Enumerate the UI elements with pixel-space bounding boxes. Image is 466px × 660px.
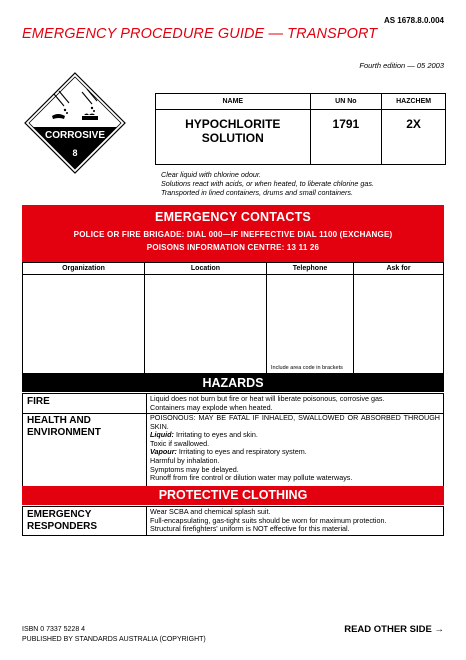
placard-label: CORROSIVE: [44, 130, 106, 141]
corrosive-diamond-icon: [24, 72, 126, 174]
responders-label: [23, 507, 147, 535]
liquid-text: Irritating to eyes and skin.: [173, 430, 258, 440]
product-table: [155, 93, 446, 165]
responders-line: Full-encapsulating, gas-tight suits should be worn for maximum protection.: [150, 515, 387, 525]
description-line: Transported in lined containers, drums and small containers.: [161, 188, 354, 197]
hazchem-code: 2X: [382, 110, 446, 165]
fire-line: Liquid does not burn but fire or heat will liberate poisonous, corrosive gas.: [150, 394, 385, 403]
health-line: Symptoms may be delayed.: [150, 464, 239, 474]
health-environment-row: [22, 413, 444, 487]
emergency-responders-row: [22, 506, 444, 536]
vapour-label: Vapour:: [150, 447, 177, 457]
telephone-note: Include area code in brackets: [271, 364, 343, 371]
contacts-table: [22, 262, 444, 374]
emergency-contacts-banner: [22, 205, 444, 262]
hazchem-header: HAZCHEM: [382, 94, 446, 110]
placard-class-number: 8: [72, 148, 78, 158]
location-cell[interactable]: [145, 275, 267, 373]
ask-for-cell[interactable]: [354, 275, 443, 373]
product-name: [156, 110, 311, 165]
description-line: Clear liquid with chlorine odour.: [161, 170, 262, 179]
health-label-line2: ENVIRONMENT: [27, 427, 101, 438]
police-fire-line: POLICE OR FIRE BRIGADE: DIAL 000—IF INEFFECTIVE DIAL 1100 (EXCHANGE): [73, 230, 393, 239]
product-name-line2: SOLUTION: [201, 131, 264, 145]
description-line: Solutions react with acids, or when heated, to liberate chlorine gas.: [161, 179, 374, 188]
un-number: 1791: [310, 110, 382, 165]
responders-text: [147, 507, 443, 535]
ask-for-header: Ask for: [386, 265, 411, 272]
organization-header: Organization: [23, 263, 145, 274]
responders-label-line1: EMERGENCY: [27, 509, 92, 520]
hazards-heading: HAZARDS: [22, 374, 444, 392]
health-line: Toxic if swallowed.: [150, 438, 210, 448]
fire-row: [22, 393, 444, 414]
poisons-info-line: POISONS INFORMATION CENTRE: 13 11 26: [146, 243, 320, 252]
organization-cell[interactable]: [23, 275, 145, 373]
publisher: PUBLISHED BY STANDARDS AUSTRALIA (COPYRIGHT): [22, 636, 206, 643]
protective-clothing-heading: PROTECTIVE CLOTHING: [22, 486, 444, 505]
health-label-line1: HEALTH AND: [27, 415, 91, 426]
name-header: NAME: [156, 94, 311, 110]
health-line: POISONOUS: MAY BE FATAL IF INHALED, SWALLOWED OR ABSORBED THROUGH SKIN.: [150, 413, 440, 431]
product-description: [161, 170, 374, 197]
isbn: ISBN 0 7337 5228 4: [22, 626, 86, 633]
responders-label-line2: RESPONDERS: [27, 521, 98, 532]
emergency-contacts-heading: EMERGENCY CONTACTS: [155, 210, 311, 224]
vapour-text: Irritating to eyes and respiratory system.: [176, 447, 307, 457]
health-line: Harmful by inhalation.: [150, 455, 220, 465]
health-text: [147, 413, 443, 486]
health-label: [23, 413, 147, 486]
health-line: Runoff from fire control or dilution water may pollute waterways.: [150, 473, 353, 483]
telephone-header: Telephone: [267, 263, 354, 274]
un-no-header: UN No: [310, 94, 382, 110]
responders-line: Structural firefighters' uniform is NOT effective for this material.: [150, 524, 350, 534]
telephone-cell[interactable]: [267, 275, 354, 373]
liquid-label: Liquid:: [150, 430, 174, 440]
fire-text: [147, 394, 443, 413]
read-other-side-link[interactable]: READ OTHER SIDE →: [344, 624, 444, 635]
fire-line: Containers may explode when heated.: [150, 402, 273, 412]
fire-label: FIRE: [23, 394, 147, 413]
standard-number: AS 1678.8.0.004: [383, 16, 444, 25]
responders-line: Wear SCBA and chemical splash suit.: [150, 507, 271, 516]
page-title: EMERGENCY PROCEDURE GUIDE — TRANSPORT: [22, 26, 378, 42]
product-name-line1: HYPOCHLORITE: [185, 117, 281, 131]
edition-label: Fourth edition — 05 2003: [359, 61, 444, 70]
location-header: Location: [145, 263, 267, 274]
